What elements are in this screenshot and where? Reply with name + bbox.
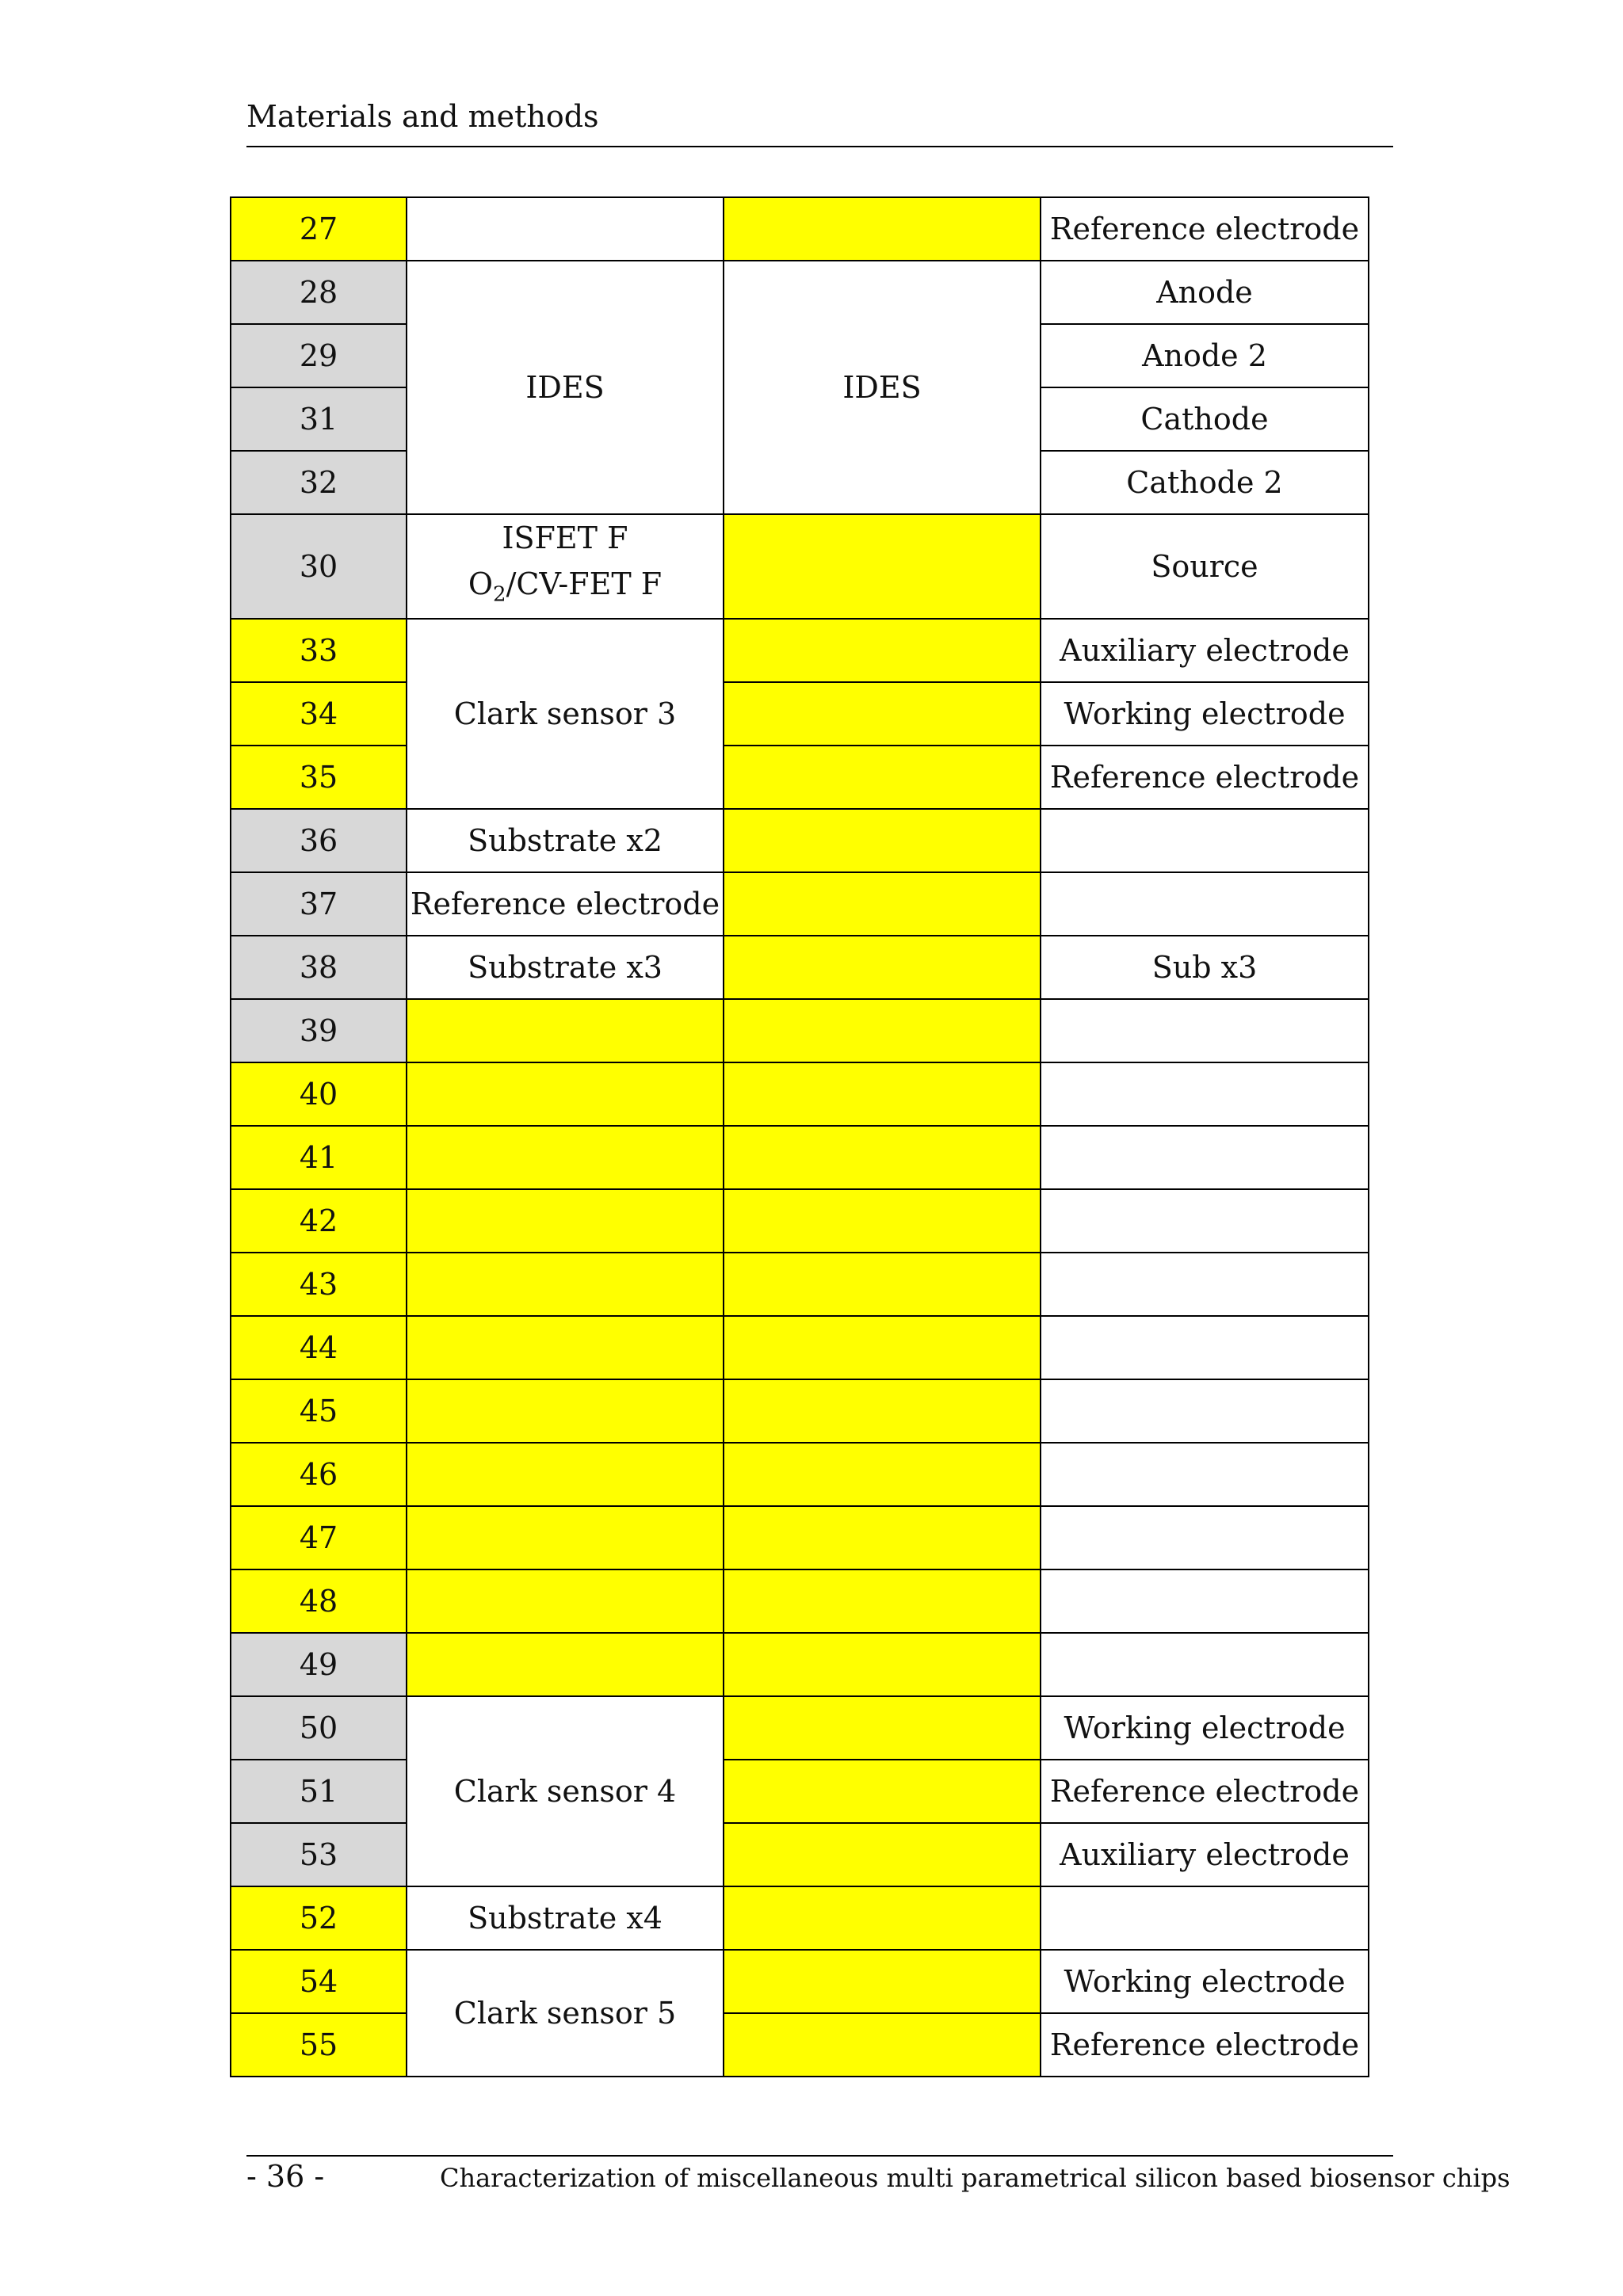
function-cell: [1041, 1253, 1369, 1316]
component-cell-2: [724, 999, 1041, 1062]
function-cell: [1041, 999, 1369, 1062]
function-cell: Working electrode: [1041, 682, 1369, 746]
component-cell: [407, 1062, 724, 1126]
function-cell: Reference electrode: [1041, 746, 1369, 809]
table-row: [231, 1760, 1369, 1823]
table-row: [231, 682, 1369, 746]
table-row: [231, 746, 1369, 809]
component-cell-2: [724, 1506, 1041, 1569]
pin-number-cell: 29: [231, 324, 407, 387]
pin-number-cell: 31: [231, 387, 407, 451]
component-cell: [407, 1189, 724, 1253]
isfet-label: ISFET F: [502, 521, 628, 555]
table-row: [231, 1569, 1369, 1633]
o2-prefix: O: [468, 566, 494, 601]
component-cell-2: [724, 1760, 1041, 1823]
component-cell-2: [724, 1126, 1041, 1189]
function-cell: [1041, 1379, 1369, 1443]
function-cell: Source: [1041, 514, 1369, 619]
pin-number-cell: 41: [231, 1126, 407, 1189]
pin-number-cell: 37: [231, 872, 407, 936]
component-cell: [407, 1569, 724, 1633]
function-cell: [1041, 1189, 1369, 1253]
function-cell: Cathode: [1041, 387, 1369, 451]
component-cell: [407, 1443, 724, 1506]
component-cell-2: [724, 197, 1041, 261]
pin-number-cell: 48: [231, 1569, 407, 1633]
pin-number-cell: 52: [231, 1886, 407, 1950]
component-cell-2: [724, 1886, 1041, 1950]
function-cell: Auxiliary electrode: [1041, 619, 1369, 682]
table-row: [231, 1379, 1369, 1443]
pin-number-cell: 50: [231, 1696, 407, 1760]
pin-number-cell: 53: [231, 1823, 407, 1886]
component-cell: [407, 1253, 724, 1316]
function-cell: Anode: [1041, 261, 1369, 324]
function-cell: [1041, 1886, 1369, 1950]
component-cell-2: [724, 936, 1041, 999]
function-cell: Cathode 2: [1041, 451, 1369, 514]
table-row: [231, 619, 1369, 682]
component-cell-2: [724, 809, 1041, 872]
table-row: [231, 197, 1369, 261]
cvfet-suffix: /CV-FET F: [506, 566, 663, 601]
function-cell: Reference electrode: [1041, 197, 1369, 261]
component-cell: [407, 999, 724, 1062]
component-cell: Reference electrode: [407, 872, 724, 936]
function-cell: [1041, 1126, 1369, 1189]
header-divider: [246, 146, 1393, 147]
pin-number-cell: 32: [231, 451, 407, 514]
table-row: [231, 1506, 1369, 1569]
pin-number-cell: 54: [231, 1950, 407, 2013]
pin-number-cell: 34: [231, 682, 407, 746]
pin-number-cell: 39: [231, 999, 407, 1062]
pin-number-cell: 42: [231, 1189, 407, 1253]
component-cell: [407, 514, 724, 619]
pin-number-cell: 45: [231, 1379, 407, 1443]
table-row: [231, 872, 1369, 936]
component-cell-2: [724, 619, 1041, 682]
component-cell: Substrate x3: [407, 936, 724, 999]
table-row: [231, 1823, 1369, 1886]
component-cell-2: [724, 1062, 1041, 1126]
function-cell: [1041, 809, 1369, 872]
component-cell-2: [724, 1316, 1041, 1379]
pin-number-cell: 38: [231, 936, 407, 999]
component-cell: [407, 1316, 724, 1379]
component-cell-2: [724, 872, 1041, 936]
component-cell-2: [724, 1696, 1041, 1760]
pin-assignment-table: [230, 196, 1369, 2077]
function-cell: [1041, 1506, 1369, 1569]
function-cell: Working electrode: [1041, 1950, 1369, 2013]
component-cell-2: [724, 1189, 1041, 1253]
component-cell: Clark sensor 5: [407, 1950, 724, 2077]
component-cell-2: IDES: [724, 261, 1041, 514]
component-cell-2: [724, 1569, 1041, 1633]
table-row: [231, 514, 1369, 619]
component-cell: Clark sensor 3: [407, 619, 724, 809]
table-row: [231, 1696, 1369, 1760]
component-cell: Substrate x4: [407, 1886, 724, 1950]
function-cell: [1041, 1569, 1369, 1633]
function-cell: [1041, 1316, 1369, 1379]
function-cell: Reference electrode: [1041, 1760, 1369, 1823]
component-cell: [407, 1379, 724, 1443]
table-row: [231, 1189, 1369, 1253]
component-cell: Substrate x2: [407, 809, 724, 872]
component-cell-2: [724, 1379, 1041, 1443]
pin-number-cell: 47: [231, 1506, 407, 1569]
component-cell: [407, 1506, 724, 1569]
table-row: [231, 1633, 1369, 1696]
component-cell: [407, 197, 724, 261]
component-cell: IDES: [407, 261, 724, 514]
pin-number-cell: 27: [231, 197, 407, 261]
function-cell: [1041, 1062, 1369, 1126]
table-row: [231, 1443, 1369, 1506]
pin-number-cell: 51: [231, 1760, 407, 1823]
function-cell: [1041, 1443, 1369, 1506]
table-row: [231, 2013, 1369, 2077]
table-row: [231, 936, 1369, 999]
table-row: [231, 1886, 1369, 1950]
o2-cvfet-label: [407, 561, 723, 618]
table-row: [231, 809, 1369, 872]
function-cell: Anode 2: [1041, 324, 1369, 387]
component-cell-2: [724, 2013, 1041, 2077]
function-cell: Sub x3: [1041, 936, 1369, 999]
function-cell: Working electrode: [1041, 1696, 1369, 1760]
pin-number-cell: 46: [231, 1443, 407, 1506]
table-row: [231, 1062, 1369, 1126]
component-cell: [407, 1126, 724, 1189]
table-row: [231, 261, 1369, 324]
component-cell-2: [724, 514, 1041, 619]
component-cell-2: [724, 746, 1041, 809]
page-header-title: Materials and methods: [246, 99, 599, 134]
pin-number-cell: 33: [231, 619, 407, 682]
function-cell: Auxiliary electrode: [1041, 1823, 1369, 1886]
pin-number-cell: 44: [231, 1316, 407, 1379]
component-cell: [407, 1633, 724, 1696]
component-cell-2: [724, 1633, 1041, 1696]
pin-number-cell: 35: [231, 746, 407, 809]
component-cell-2: [724, 1950, 1041, 2013]
o2-subscript: 2: [493, 582, 506, 607]
table-row: [231, 1316, 1369, 1379]
pin-number-cell: 49: [231, 1633, 407, 1696]
footer-divider: [246, 2155, 1393, 2157]
table-row: [231, 999, 1369, 1062]
component-cell-2: [724, 1823, 1041, 1886]
function-cell: [1041, 872, 1369, 936]
pin-number-cell: 40: [231, 1062, 407, 1126]
function-cell: Reference electrode: [1041, 2013, 1369, 2077]
pin-number-cell: 36: [231, 809, 407, 872]
component-cell-2: [724, 1253, 1041, 1316]
table-row: [231, 1126, 1369, 1189]
function-cell: [1041, 1633, 1369, 1696]
component-cell: Clark sensor 4: [407, 1696, 724, 1886]
table-row: [231, 1950, 1369, 2013]
page-number: - 36 -: [246, 2159, 325, 2194]
pin-number-cell: 28: [231, 261, 407, 324]
footer-title: Characterization of miscellaneous multi parametrical silicon based biosensor chips: [440, 2163, 1510, 2193]
pin-number-cell: 43: [231, 1253, 407, 1316]
pin-number-cell: 30: [231, 514, 407, 619]
component-cell-2: [724, 682, 1041, 746]
pin-number-cell: 55: [231, 2013, 407, 2077]
component-cell-2: [724, 1443, 1041, 1506]
table-row: [231, 1253, 1369, 1316]
